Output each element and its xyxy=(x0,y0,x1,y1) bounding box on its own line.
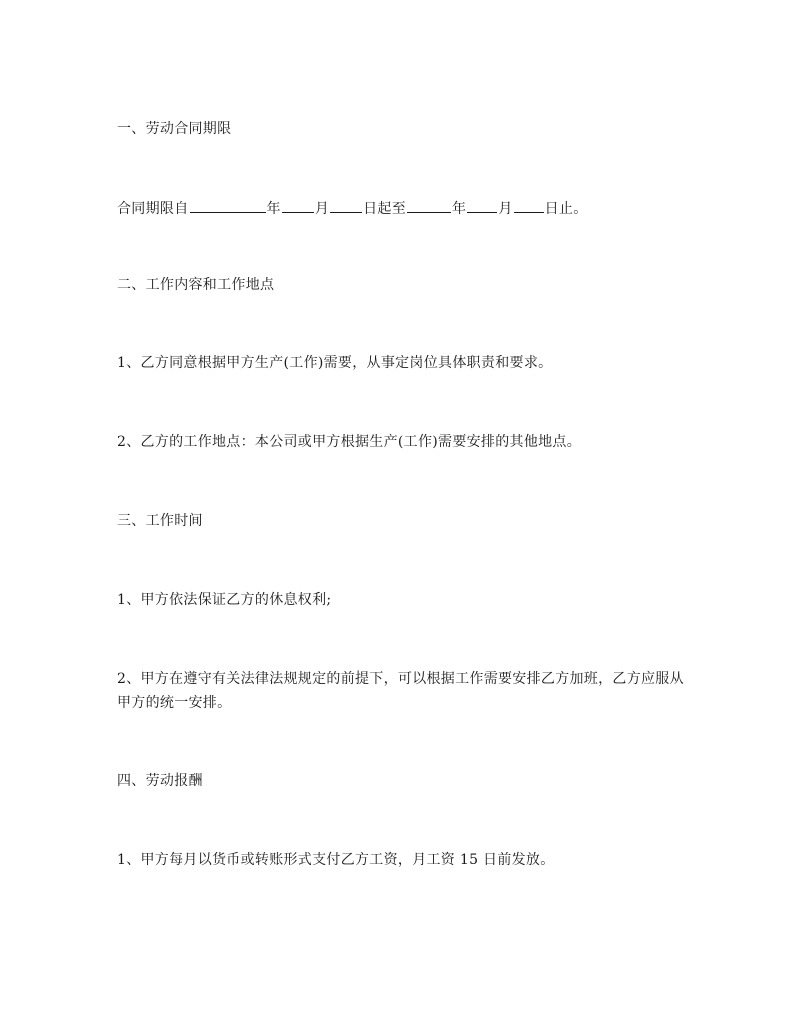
term-month-label-2: 月 xyxy=(498,201,513,217)
section-heading-contract-term: 一、劳动合同期限 xyxy=(117,121,232,137)
end-year-blank xyxy=(407,198,451,213)
contract-term-line xyxy=(117,198,687,219)
section-heading-working-hours: 三、工作时间 xyxy=(117,513,203,529)
term-month-label-1: 月 xyxy=(314,201,330,217)
end-month-blank xyxy=(467,198,497,213)
section-heading-remuneration: 四、劳动报酬 xyxy=(117,773,203,789)
term-day-label-from: 日起至 xyxy=(363,201,407,217)
work-content-item-2: 2、乙方的工作地点：本公司或甲方根据生产(工作)需要安排的其他地点。 xyxy=(117,434,582,450)
start-day-blank xyxy=(330,198,362,213)
term-day-label-end: 日止。 xyxy=(544,201,588,217)
working-hours-item-2: 2、甲方在遵守有关法律法规规定的前提下，可以根据工作需要安排乙方加班，乙方应服从甲方的统一安排。 xyxy=(117,671,684,711)
term-year-label-1: 年 xyxy=(266,201,281,217)
start-year-blank xyxy=(190,198,266,213)
end-day-blank xyxy=(514,198,544,213)
working-hours-item-1: 1、甲方依法保证乙方的休息权利; xyxy=(117,592,332,608)
start-month-blank xyxy=(282,198,314,213)
section-heading-work-content: 二、工作内容和工作地点 xyxy=(117,277,275,293)
term-prefix: 合同期限自 xyxy=(117,201,189,217)
remuneration-item-1: 1、甲方每月以货币或转账形式支付乙方工资，月工资 15 日前发放。 xyxy=(117,852,555,868)
work-content-item-1: 1、乙方同意根据甲方生产(工作)需要，从事定岗位具体职责和要求。 xyxy=(117,355,553,371)
term-year-label-2: 年 xyxy=(452,201,467,217)
